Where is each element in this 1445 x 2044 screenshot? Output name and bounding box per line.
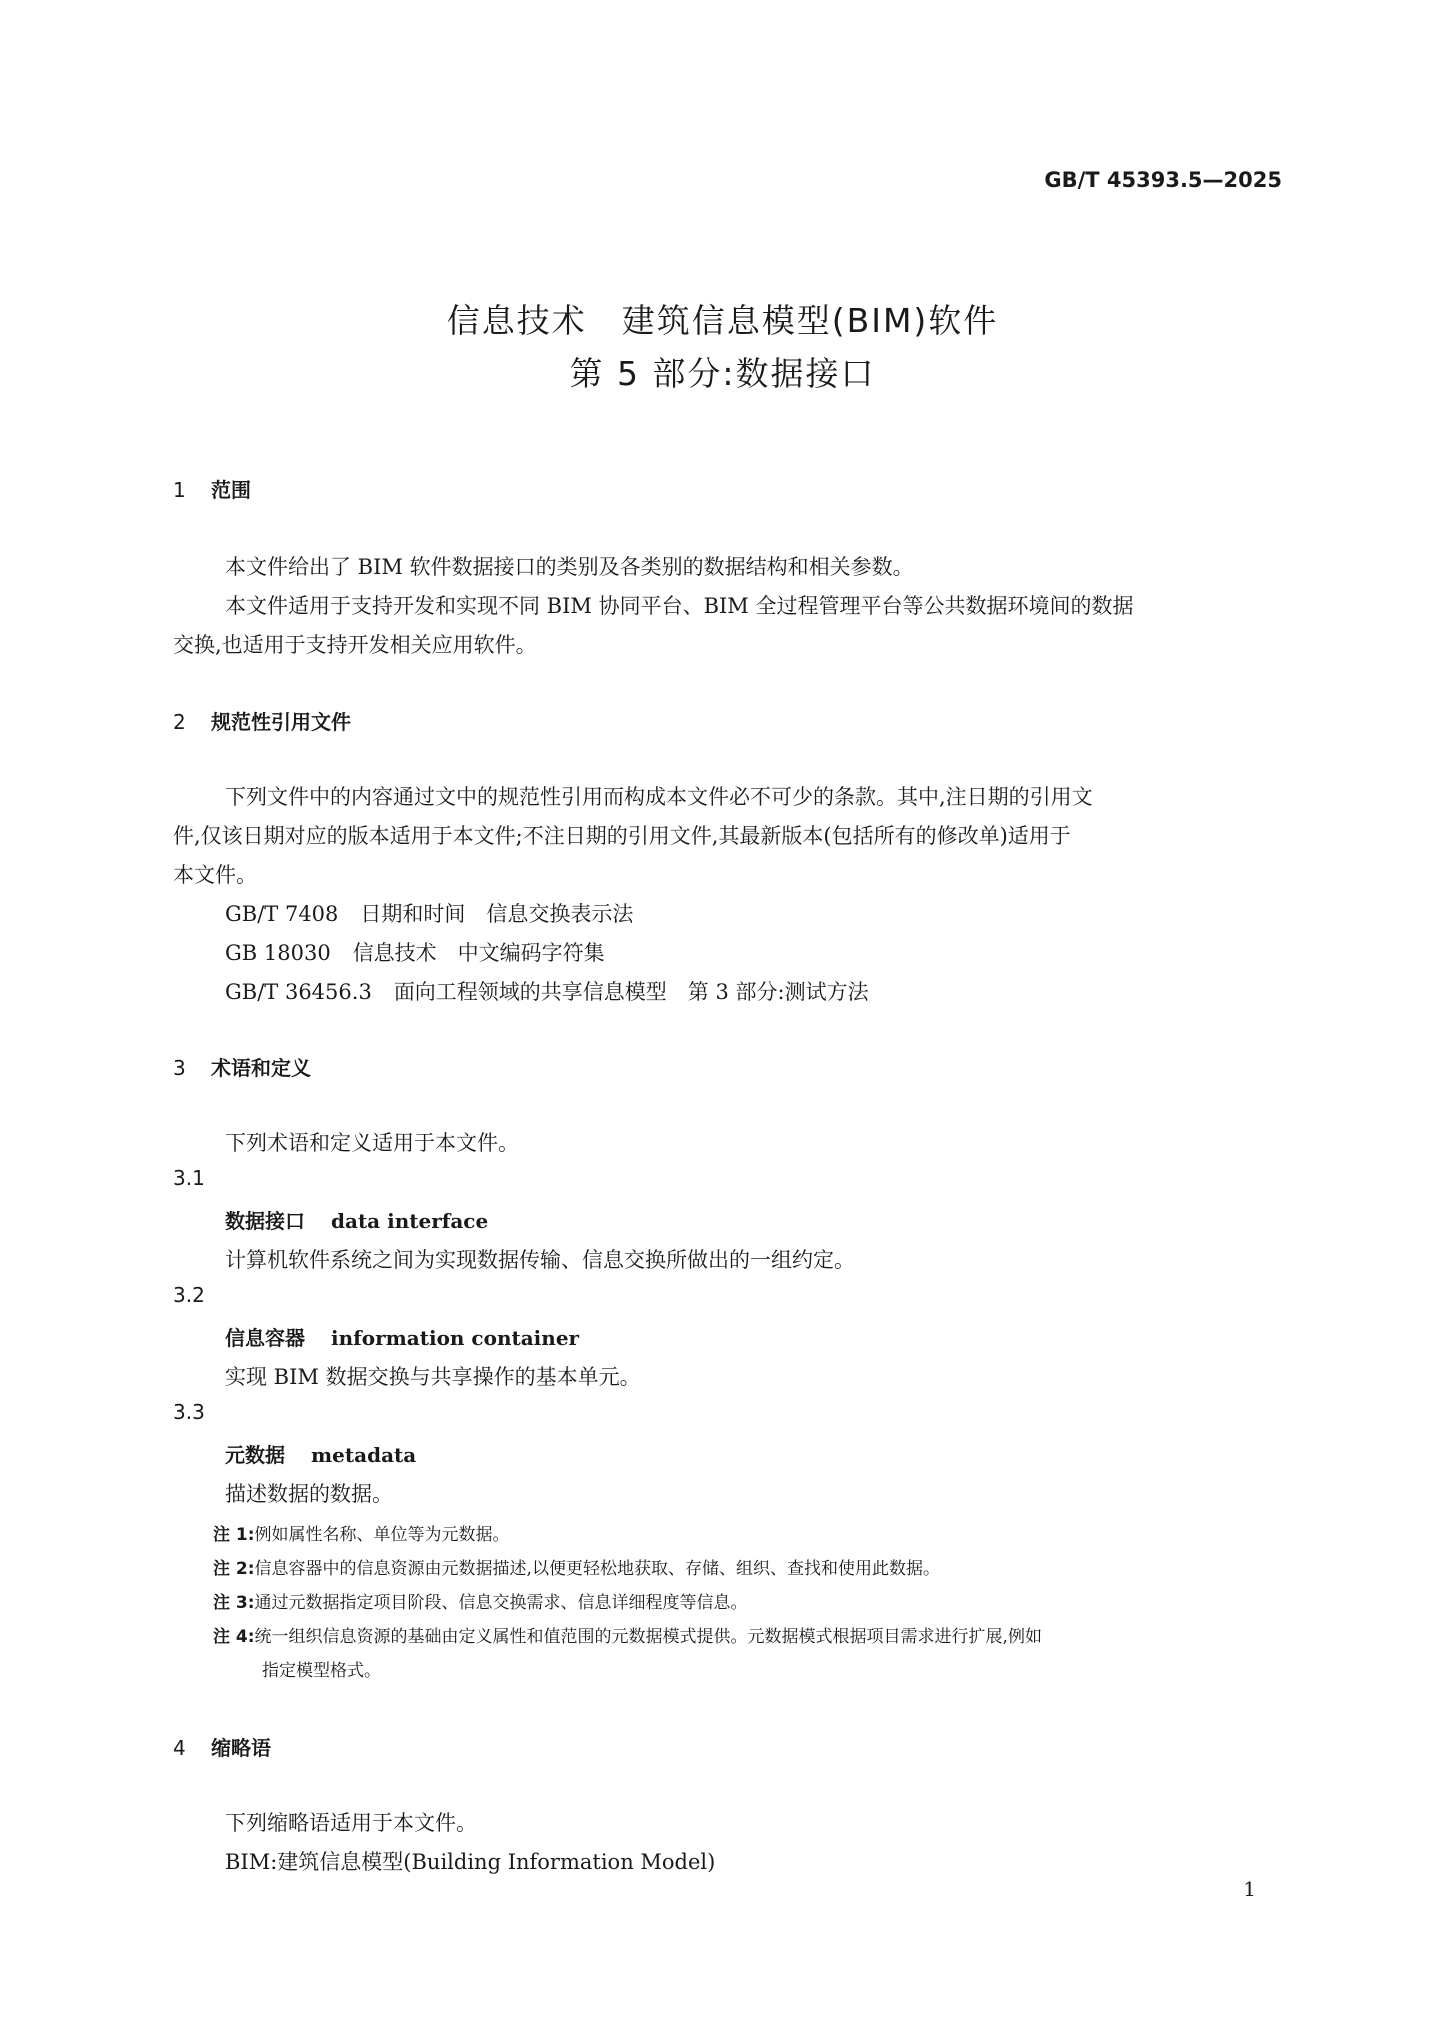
section-title: 规范性引用文件 <box>211 710 351 734</box>
term-chinese: 数据接口 <box>225 1209 305 1233</box>
section-title: 缩略语 <box>211 1736 271 1760</box>
note-label: 注 1: <box>213 1525 255 1545</box>
note-item <box>213 1520 510 1545</box>
reference-code: GB/T 36456.3 <box>225 980 372 1004</box>
normative-paragraph-line-3: 本文件。 <box>173 863 257 887</box>
note-label: 注 2: <box>213 1559 255 1579</box>
section-number: 2 <box>173 710 186 734</box>
note-text: 统一组织信息资源的基础由定义属性和值范围的元数据模式提供。元数据模式根据项目需求进行扩展,例如 <box>254 1627 1042 1647</box>
term-definition: 描述数据的数据。 <box>225 1482 393 1506</box>
reference-item <box>225 898 633 928</box>
term-chinese: 信息容器 <box>225 1326 305 1350</box>
title-line-1: 信息技术 建筑信息模型(BIM)软件 <box>446 301 999 340</box>
abbrev-intro: 下列缩略语适用于本文件。 <box>225 1811 477 1835</box>
term-number: 3.2 <box>173 1283 205 1307</box>
note-label: 注 3: <box>213 1593 255 1613</box>
reference-code: GB 18030 <box>225 941 331 965</box>
section-number: 1 <box>173 478 186 502</box>
normative-paragraph-line-1: 下列文件中的内容通过文中的规范性引用而构成本文件必不可少的条款。其中,注日期的引用文 <box>225 785 1093 809</box>
abbrev-item: BIM:建筑信息模型(Building Information Model) <box>225 1850 716 1874</box>
scope-paragraph-1: 本文件给出了 BIM 软件数据接口的类别及各类别的数据结构和相关参数。 <box>225 555 914 579</box>
term-chinese: 元数据 <box>225 1443 285 1467</box>
page-number: 1 <box>1243 1877 1256 1901</box>
term-english: information container <box>331 1326 580 1350</box>
section-1-heading <box>173 474 251 503</box>
section-4-heading <box>173 1732 271 1761</box>
reference-title: 日期和时间 信息交换表示法 <box>360 902 634 926</box>
term-heading <box>225 1439 416 1468</box>
reference-item <box>225 937 605 967</box>
scope-paragraph-2-line-1: 本文件适用于支持开发和实现不同 BIM 协同平台、BIM 全过程管理平台等公共数据环境间的数据 <box>225 594 1134 618</box>
standard-code: GB/T 45393.5—2025 <box>1044 168 1282 192</box>
note-item <box>213 1622 1042 1647</box>
note-item <box>213 1588 748 1613</box>
reference-code: GB/T 7408 <box>225 902 339 926</box>
section-title: 范围 <box>211 478 251 502</box>
section-number: 3 <box>173 1056 186 1080</box>
title-line-2: 第 5 部分:数据接口 <box>569 354 876 393</box>
term-number: 3.3 <box>173 1400 205 1424</box>
note-item <box>213 1554 940 1579</box>
note-text: 信息容器中的信息资源由元数据描述,以便更轻松地获取、存储、组织、查找和使用此数据。 <box>254 1559 940 1579</box>
term-definition: 实现 BIM 数据交换与共享操作的基本单元。 <box>225 1365 641 1389</box>
note-text: 通过元数据指定项目阶段、信息交换需求、信息详细程度等信息。 <box>254 1593 748 1613</box>
note-text: 例如属性名称、单位等为元数据。 <box>254 1525 510 1545</box>
normative-paragraph-line-2: 件,仅该日期对应的版本适用于本文件;不注日期的引用文件,其最新版本(包括所有的修改单)适用于 <box>173 824 1071 848</box>
section-3-heading <box>173 1052 311 1081</box>
term-heading <box>225 1322 579 1351</box>
reference-title: 面向工程领域的共享信息模型 第 3 部分:测试方法 <box>393 980 869 1004</box>
term-english: metadata <box>311 1443 417 1467</box>
term-english: data interface <box>331 1209 489 1233</box>
scope-paragraph-2-line-2: 交换,也适用于支持开发相关应用软件。 <box>173 633 537 657</box>
terms-intro: 下列术语和定义适用于本文件。 <box>225 1131 519 1155</box>
section-2-heading <box>173 706 351 735</box>
reference-title: 信息技术 中文编码字符集 <box>352 941 605 965</box>
section-number: 4 <box>173 1736 186 1760</box>
note-label: 注 4: <box>213 1627 255 1647</box>
term-number: 3.1 <box>173 1166 205 1190</box>
reference-item <box>225 976 869 1006</box>
section-title: 术语和定义 <box>211 1056 311 1080</box>
term-heading <box>225 1205 488 1234</box>
note-continuation: 指定模型格式。 <box>262 1661 381 1681</box>
term-definition: 计算机软件系统之间为实现数据传输、信息交换所做出的一组约定。 <box>225 1248 855 1272</box>
